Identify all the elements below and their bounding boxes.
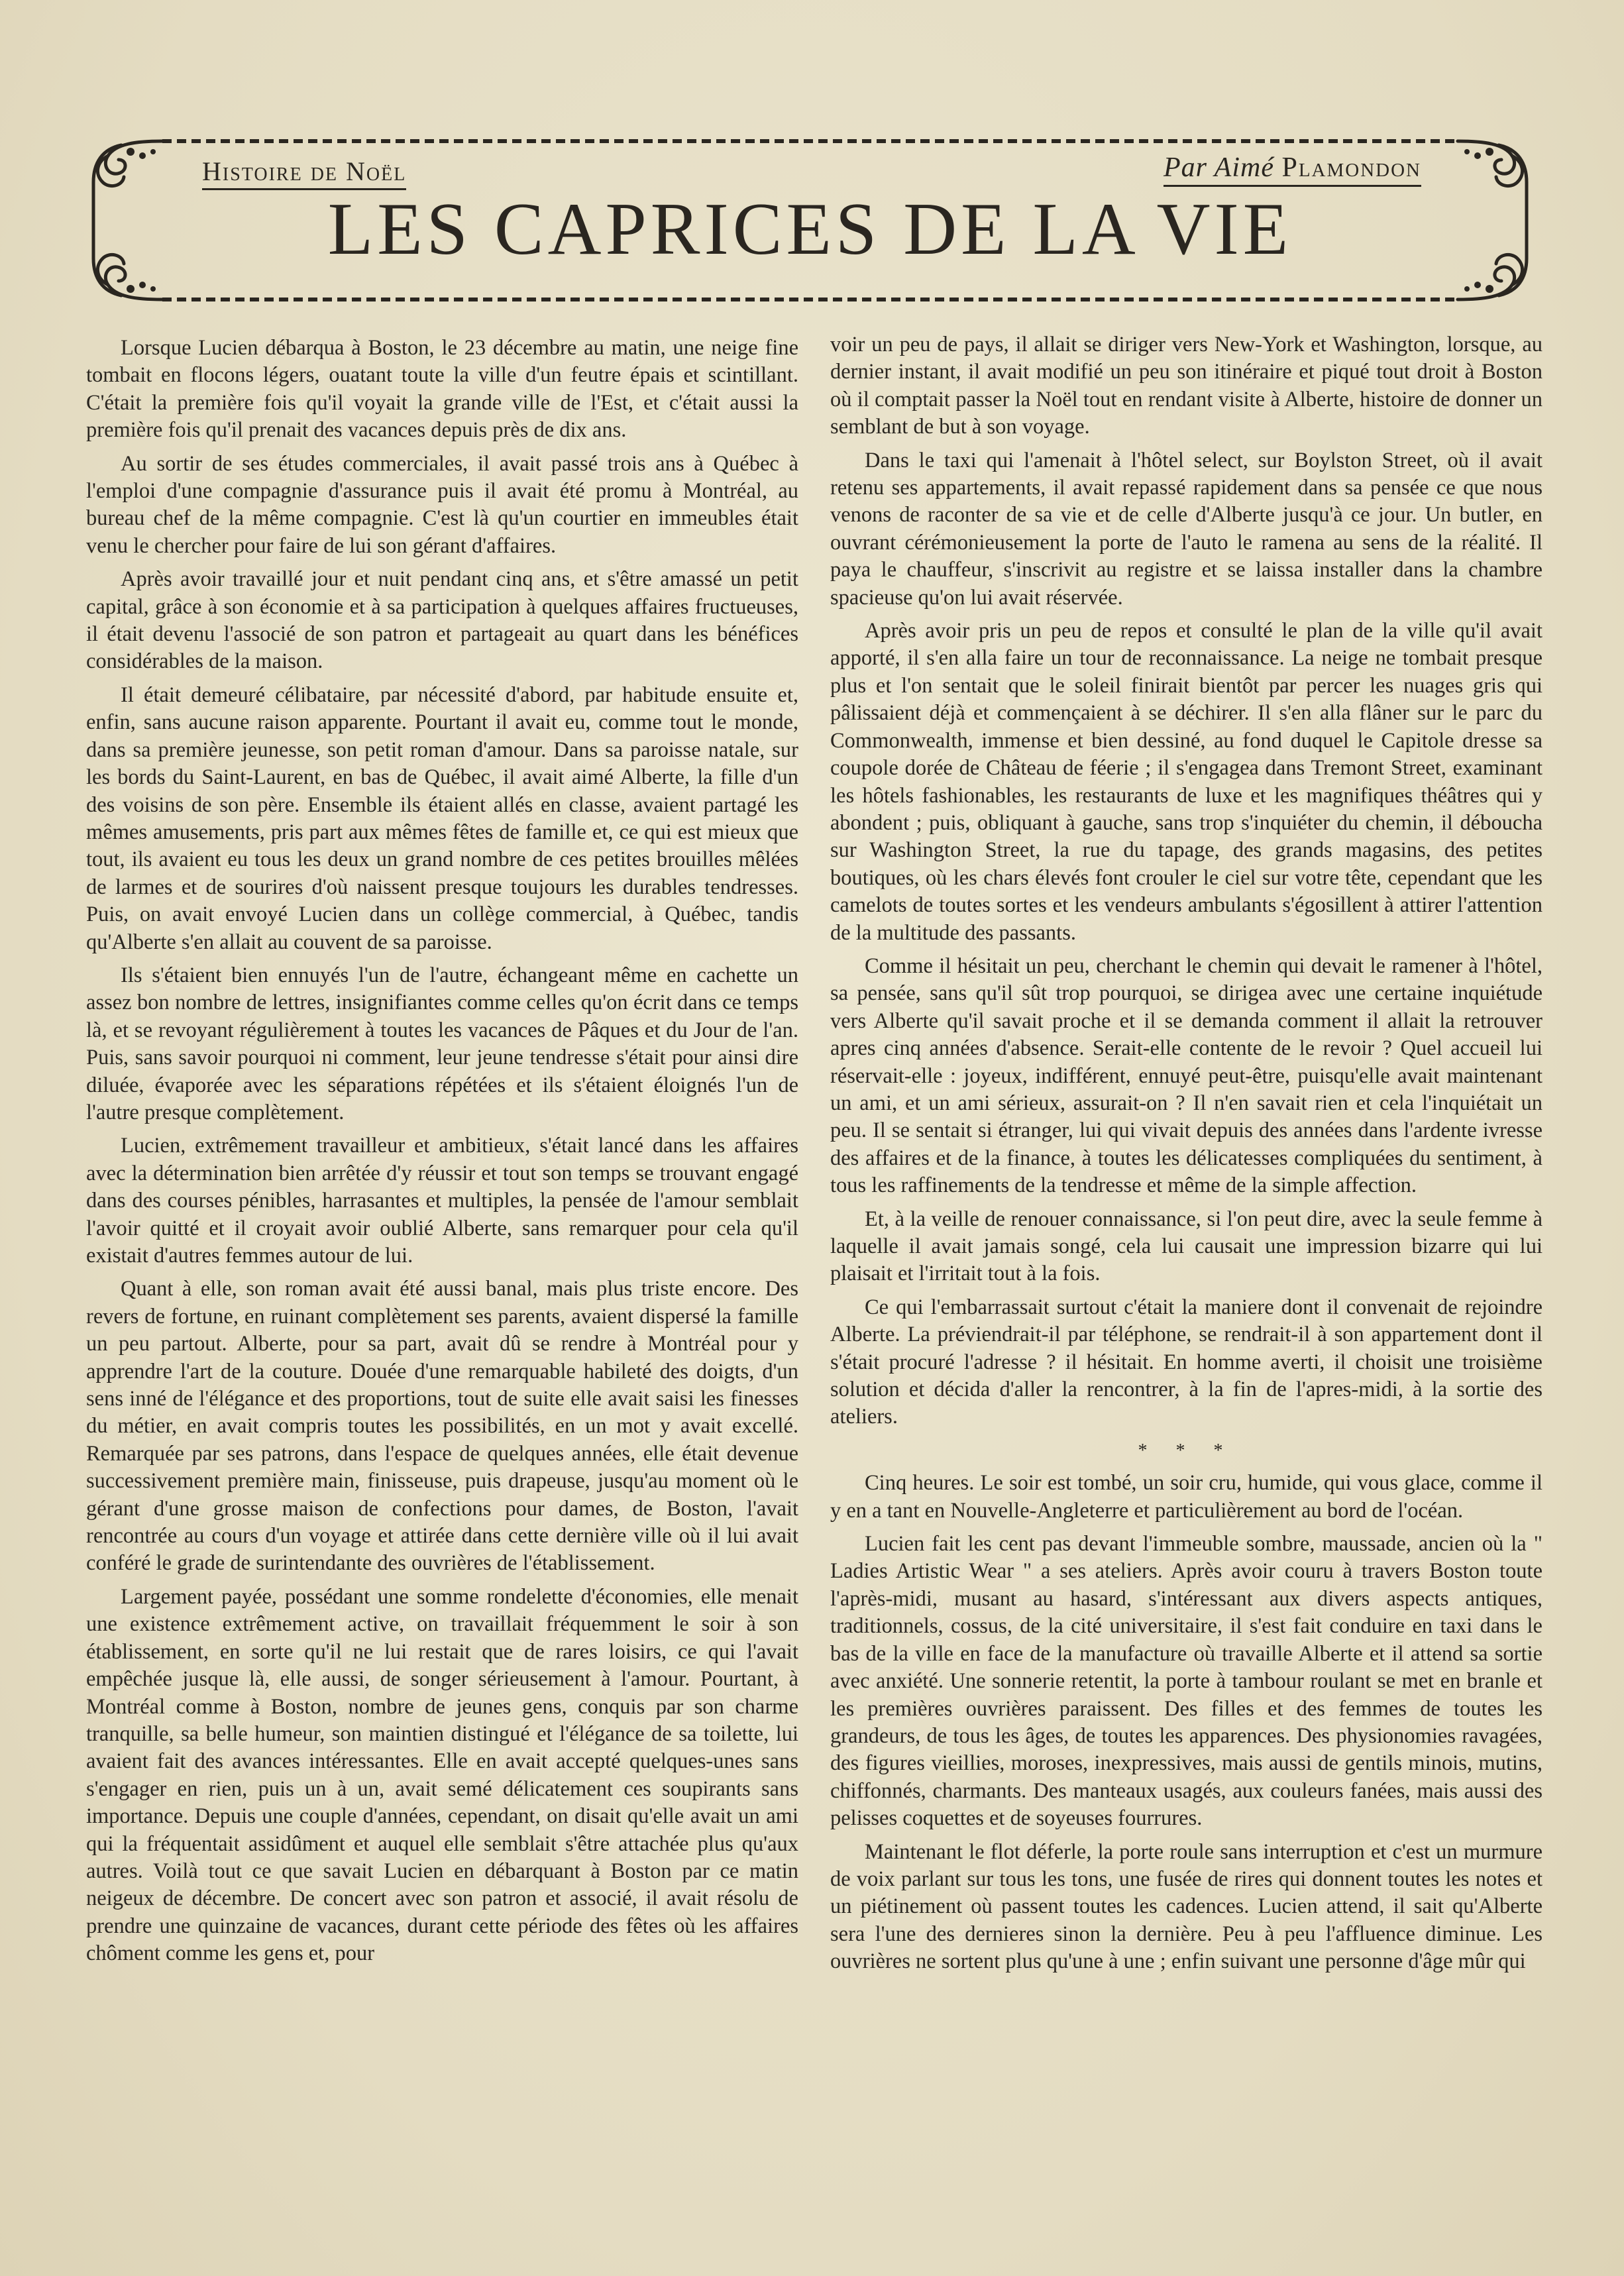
- section-kicker: Histoire de Noël: [202, 156, 406, 190]
- paragraph: Après avoir pris un peu de repos et consulté le plan de la ville qu'il avait apporté, il s'en alla faire un tour de reconnaissance. La neige ne tombait presque plus et l'on sentait que le soleil finirait bientôt par percer les nuages gris qui pâlissaient déjà et commençaient à se déchirer. Il s'en alla flâner sur le parc du Commonwealth, immense et bien dessiné, au fond duquel le Capitole dresse sa coupole dorée de Château de féerie ; il s'engagea dans Tremont Street, examinant les hôtels fashionables, les restaurants de luxe et les magnifiques théâtres qui y abondent ; puis, obliquant à gauche, sans trop s'inquiéter du chemin, il déboucha sur Washington Street, la rue du tapage, des grands magasins, des petites boutiques, où les chars élevés font crouler le ciel sur votre tête, cependant que les camelots de toutes sortes et les vendeurs ambulants s'égosillent à attirer l'attention de la multitude des passants.: [830, 619, 1543, 945]
- paragraph: Lorsque Lucien débarqua à Boston, le 23 décembre au matin, une neige fine tombait en flocons légers, ouatant toute la ville d'un feutre épais et scintillant. C'était la première fois qu'il voyait la grande ville de l'Est, et c'était aussi la première fois qu'il prenait des vacances depuis près de dix ans.: [86, 336, 798, 443]
- right-column: [830, 331, 1543, 2253]
- paragraph: Lucien, extrêmement travailleur et ambitieux, s'était lancé dans les affaires avec la détermination bien arrêtée d'y réussir et tout son temps se trouvant engagé dans des courses pénibles, harrasantes et multiples, la pensée de l'amour semblait l'avoir quitté et il croyait avoir oublié Alberte, sans remarquer pour cela qu'il existait d'autres femmes autour de lui.: [86, 1134, 798, 1268]
- paragraph: Au sortir de ses études commerciales, il avait passé trois ans à Québec à l'emploi d'une compagnie d'assurance puis il avait été promu à Montréal, au bureau chef de la même compagnie. C'est là qu'un courtier en immeubles était venu le chercher pour faire de lui son gérant d'affaires.: [86, 451, 798, 558]
- paragraph: Cinq heures. Le soir est tombé, un soir cru, humide, qui vous glace, comme il y en a tant en Nouvelle-Angleterre et particulièrement au bord de l'océan.: [830, 1471, 1543, 1523]
- paragraph: Il était demeuré célibataire, par nécessité d'abord, par habitude ensuite et, enfin, sans aucune raison apparente. Pourtant il avait eu, comme tout le monde, dans sa première jeunesse, son petit roman d'amour. Dans sa paroisse natale, sur les bords du Saint-Laurent, en bas de Québec, il avait aimé Alberte, la fille d'un des voisins de son père. Ensemble ils étaient allés en classe, avaient partagé les mêmes amusements, pris part aux mêmes fêtes de famille et, ce qui est mieux que tout, ils avaient eu tous les deux un grand nombre de ces petites brouilles mêlées de larmes et de sourires d'où naissent presque toujours les durables tendresses. Puis, on avait envoyé Lucien dans un collège commercial, à Québec, tandis qu'Alberte s'en allait au couvent de sa paroisse.: [86, 682, 798, 954]
- paragraph: Dans le taxi qui l'amenait à l'hôtel select, sur Boylston Street, où il avait retenu ses appartements, il avait repassé rapidement dans sa pensée ce que nous venons de raconter de sa vie et de celle d'Alberte jusqu'à ce jour. Un butler, en ouvrant cérémonieusement la porte de l'auto le ramena au sens de la réalité. Il paya le chauffeur, s'inscrivit au registre et se laissa installer dans la chambre spacieuse qu'on lui avait réservée.: [830, 448, 1543, 610]
- section-break: * * *: [1138, 1440, 1235, 1461]
- paragraph: Ils s'étaient bien ennuyés l'un de l'autre, échangeant même en cachette un assez bon nombre de lettres, insignifiantes comme celles qu'on écrit dans ce temps là, et se revoyant régulièrement à toutes les vacances de Pâques et du Jour de l'an. Puis, sans savoir pourquoi ni comment, leur jeune tendresse s'était pour ainsi dire diluée, évaporée avec les séparations répétées et ils s'étaient éloignés l'un de l'autre presque complètement.: [86, 963, 798, 1124]
- paragraph: Et, à la veille de renouer connaissance, si l'on peut dire, avec la seule femme à laquelle il avait jamais songé, cela lui causait une impression bizarre qui lui plaisait et l'irritait tout à la fois.: [830, 1207, 1543, 1286]
- byline: [1164, 152, 1421, 187]
- article-title: LES CAPRICES DE LA VIE: [327, 188, 1293, 270]
- byline-prefix: Par Aimé: [1163, 152, 1274, 183]
- paragraph: Ce qui l'embarrassait surtout c'était la maniere dont il convenait de rejoindre Alberte. La préviendrait-il par téléphone, se rendrait-il à son appartement dont il s'était procuré l'adresse ? il hésitait. En homme averti, il choisit une troisième solution et décida d'aller la rencontrer, à la fin de l'apres-midi, à la sortie des ateliers.: [830, 1295, 1543, 1429]
- author-surname: Plamondon: [1281, 152, 1421, 183]
- paragraph: Maintenant le flot déferle, la porte roule sans interruption et c'est un murmure de voix parlant sur tous les tons, une fusée de rires qui donnent toutes les notes et un piétinement où passent toutes les cadences. Lucien attend, il sait qu'Alberte sera l'une des dernieres sinon la dernière. Peu à peu l'affluence diminue. Les ouvrières ne sortent plus qu'une à une ; enfin suivant une personne d'âge mûr qui: [830, 1839, 1543, 1974]
- paragraph: Lucien fait les cent pas devant l'immeuble sombre, maussade, ancien où la " Ladies Artistic Wear " a ses ateliers. Après avoir couru à travers Boston toute l'après-midi, musant au hasard, s'intéressant aux divers aspects antiques, traditionnels, cossus, de la cité universitaire, il s'est fait conduire en taxi dans le bas de la ville en face de la manufacture où travaille Alberte et il attend sa sortie avec anxiété. Une sonnerie retentit, la porte à tambour roulant se met en branle et les premières ouvrières paraissent. Des filles et des femmes de toutes les grandeurs, de tous les âges, de toutes les apparences. Des physionomies ravagées, des figures vieillies, moroses, inexpressives, mais aussi de gentils minois, mutins, chiffonnés, charmants. Des manteaux usagés, aux couleurs fanées, mais aussi des pelisses coquettes et de soyeuses fourrures.: [830, 1532, 1543, 1831]
- paragraph: Après avoir travaillé jour et nuit pendant cinq ans, et s'être amassé un petit capital, grâce à son économie et à sa participation à quelques affaires fructueuses, il était devenu l'associé de son patron et partageait au quart dans les bénéfices considérables de la maison.: [86, 567, 798, 674]
- article-header: [89, 136, 1531, 305]
- paragraph-continued: voir un peu de pays, il allait se diriger vers New-York et Washington, lorsque, au dernier instant, il avait modifié un peu son itinéraire et piqué tout droit à Boston où il comptait passer la Noël tout en rendant visite à Alberte, histoire de donner un semblant de but à son voyage.: [830, 333, 1543, 439]
- left-column: [86, 335, 798, 2256]
- paragraph: Quant à elle, son roman avait été aussi banal, mais plus triste encore. Des revers de fortune, en ruinant complètement ses parents, avaient dispersé la famille un peu partout. Alberte, pour sa part, avait dû se rendre à Montréal pour y apprendre l'art de la couture. Douée d'une remarquable habileté des doigts, d'un sens inné de l'élégance et des proportions, tout de suite elle avait saisi les finesses du métier, en avait compris toutes les possibilités, en un mot y avait excellé. Remarquée par ses patrons, dans l'espace de quelques années, elle était devenue successivement première main, finisseuse, puis drapeuse, jusqu'au moment où le gérant d'une grosse maison de confections pour dames, de Boston, l'avait rencontrée au cours d'un voyage et attirée dans cette dernière ville où il lui avait conféré le grade de surintendante des ouvrières de l'établissement.: [86, 1277, 798, 1576]
- paragraph: Largement payée, possédant une somme rondelette d'économies, elle menait une existence extrêmement active, on travaillait fréquemment le soir à son établissement, en sorte qu'il ne lui restait que de rares loisirs, ce qui l'avait empêchée jusque là, elle aussi, de songer sérieusement à l'amour. Pourtant, à Montréal comme à Boston, nombre de jeunes gens, conquis par son charme tranquille, sa belle humeur, son maintien distingué et l'élégance de sa toilette, lui avaient fait des avances intéressantes. Elle en avait accepté quelques-unes sans s'engager en rien, puis un à un, avait semé délicatement ces soupirants sans importance. Depuis une couple d'années, cependant, on disait qu'elle avait un ami qui la fréquentait assidûment et auquel elle semblait s'être attachée plus qu'aux autres. Voilà tout ce que savait Lucien en débarquant à Boston par ce matin neigeux de décembre. De concert avec son patron et associé, il avait résolu de prendre une quinzaine de vacances, durant cette période des fêtes où les affaires chôment comme les gens et, pour: [86, 1584, 798, 1966]
- paragraph: Comme il hésitait un peu, cherchant le chemin qui devait le ramener à l'hôtel, sa pensée, sans qu'il sût trop pourquoi, se dirigea avec une certaine inquiétude vers Alberte qu'il savait proche et il se demanda comment il allait la retrouver apres cinq années d'absence. Serait-elle contente de le revoir ? Quel accueil lui réservait-elle : joyeux, indifférent, ennuyé peut-être, puisqu'elle avait maintenant un ami, et un ami sérieux, assurait-on ? Il n'en savait rien et cela l'inquiétait un peu. Il se sentait si étranger, lui qui vivait depuis des années dans l'ardente ivresse des affaires et de la finance, à toutes les délicatesses compliquées du sentiment, à tous les raffinements de la tendresse et même de la simple affection.: [830, 953, 1543, 1198]
